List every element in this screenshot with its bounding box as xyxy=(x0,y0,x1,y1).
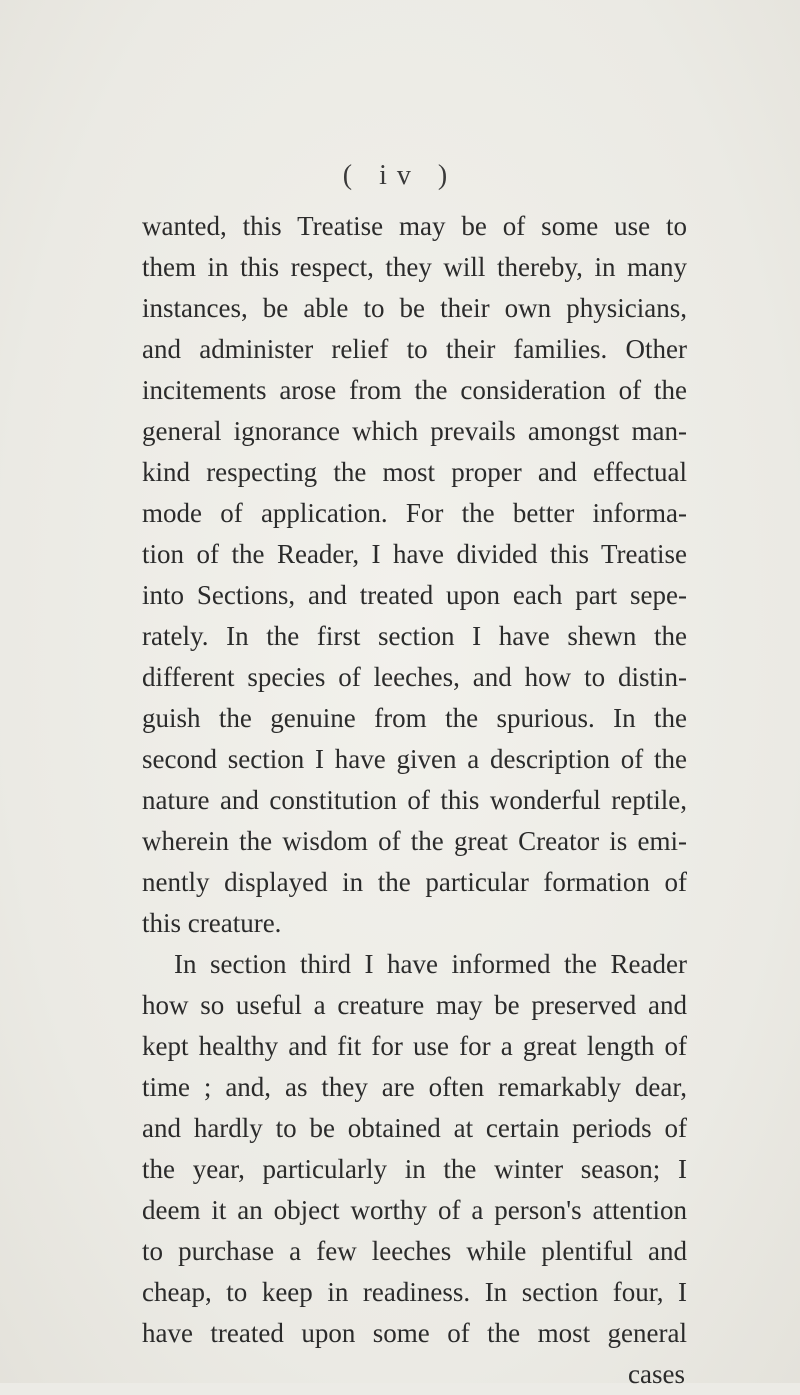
catchword: cases xyxy=(628,1359,685,1389)
text-line: deem it an object worthy of a person's attention xyxy=(142,1195,687,1225)
text-line: into Sections, and treated upon each part sepe- xyxy=(142,580,687,610)
text-line: how so useful a creature may be preserved and xyxy=(142,990,687,1020)
text-line: time ; and, as they are often remarkably dear, xyxy=(142,1072,687,1102)
text-line: rately. In the first section I have shewn the xyxy=(142,621,687,651)
text-line: tion of the Reader, I have divided this Treatise xyxy=(142,539,687,569)
text-line: wherein the wisdom of the great Creator is emi- xyxy=(142,826,687,856)
text-line: this creature. xyxy=(142,908,282,938)
text-line: and hardly to be obtained at certain periods of xyxy=(142,1113,687,1143)
text-line: instances, be able to be their own physicians, xyxy=(142,293,687,323)
text-line: kind respecting the most proper and effectual xyxy=(142,457,687,487)
text-line: wanted, this Treatise may be of some use to xyxy=(142,211,687,241)
text-line: In section third I have informed the Reader xyxy=(174,949,687,979)
text-line: the year, particularly in the winter season; I xyxy=(142,1154,687,1184)
body-text xyxy=(142,206,687,1395)
text-line: have treated upon some of the most general xyxy=(142,1318,687,1348)
text-line: guish the genuine from the spurious. In the xyxy=(142,703,687,733)
text-line: mode of application. For the better informa- xyxy=(142,498,687,528)
page-number: ( iv ) xyxy=(342,160,458,191)
text-line: second section I have given a description of the xyxy=(142,744,687,774)
text-line: different species of leeches, and how to distin- xyxy=(142,662,687,692)
text-line: nature and constitution of this wonderful reptile, xyxy=(142,785,687,815)
text-line: general ignorance which prevails amongst man- xyxy=(142,416,687,446)
text-line: and administer relief to their families. Other xyxy=(142,334,687,364)
text-line: them in this respect, they will thereby, in many xyxy=(142,252,687,282)
text-line: nently displayed in the particular formation of xyxy=(142,867,687,897)
text-line: cheap, to keep in readiness. In section four, I xyxy=(142,1277,687,1307)
text-line: incitements arose from the consideration of the xyxy=(142,375,687,405)
text-line: kept healthy and fit for use for a great length of xyxy=(142,1031,687,1061)
text-line: to purchase a few leeches while plentiful and xyxy=(142,1236,687,1266)
